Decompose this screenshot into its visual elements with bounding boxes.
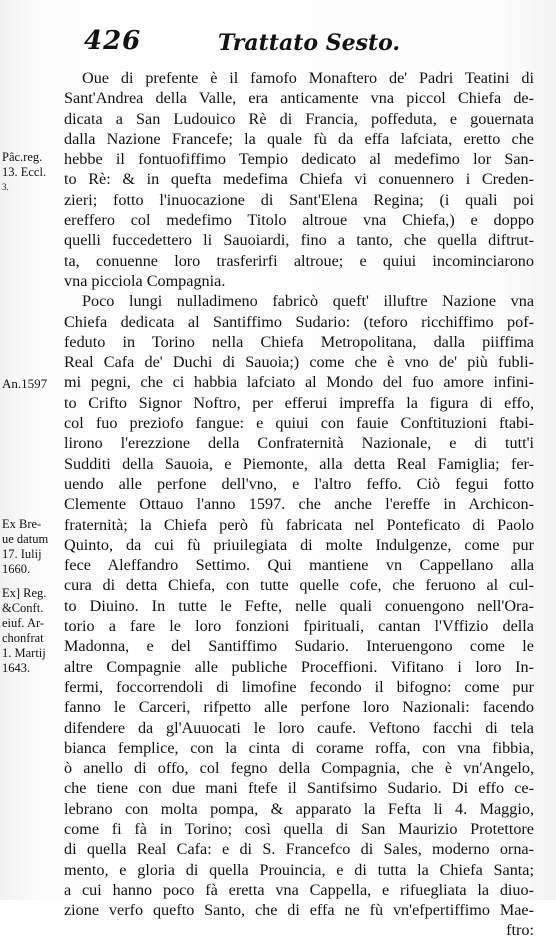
text-line: cura di detta Chiefa, con tutte quelle cofe, che feruono al cul- — [64, 576, 534, 595]
text-line: fermi, foccorrendoli di limofine fecondo il bifogno: come pur — [64, 677, 534, 696]
margin-note-line: ue datum — [2, 532, 49, 546]
margin-note-line: Ex Bre- — [2, 517, 42, 531]
text-line: mento, e gloria di quella Prouincia, e di tutta la Chiefa Santa; — [64, 860, 534, 879]
text-line: to Diuino. In tutte le Fefte, nelle quali conuengono nell'Ora- — [64, 596, 534, 615]
text-line: Madonna, e del Santiffimo Sudario. Interuengono come le — [64, 637, 534, 656]
text-line: ta, conuenne loro trasferirfi altroue; e quiui incominciarono — [64, 251, 534, 270]
text-line: Quinto, da cui fù priuilegiata di molte Indulgenze, come pur — [64, 535, 534, 554]
text-line: col fuo preziofo fangue: e quiui con fauie Conftituzioni ftabi- — [64, 414, 534, 433]
text-line: mi pegni, che ci habbia lafciato al Mondo del fuo amore infini- — [64, 373, 534, 392]
text-line: feduto in Torino nella Chiefa Metropolitana, dalla piiffima — [64, 332, 534, 351]
margin-note — [2, 376, 64, 391]
text-line: bianca femplice, con la cinta di corame roffa, con vna fibbia, — [64, 738, 534, 757]
margin-note — [2, 150, 64, 195]
margin-note — [2, 517, 64, 577]
text-line: zieri; fotto l'inuocazione di Sant'Elena Regina; (i quali poi — [64, 190, 534, 209]
text-line: hebbe il fontuofiffimo Tempio dedicato al medefimo lor San- — [64, 150, 534, 169]
margin-note-line: 17. Iulij — [2, 547, 42, 561]
text-line: Sant'Andrea della Valle, era anticamente vna piccol Chiefa de- — [64, 89, 534, 108]
text-line: Real Cafa de' Duchi di Sauoia;) come che è vno de' più fubli- — [64, 353, 534, 372]
text-line: che tiene con due mani ftefe il Santifsimo Sudario. Di effo ce- — [64, 779, 534, 798]
running-title: Trattato Sesto. — [218, 30, 401, 56]
text-line: dalla Nazione Francefe; la quale fù da effa lafciata, eretto che — [64, 129, 534, 148]
text-line: dicata a San Ludouico Rè di Francia, poffeduta, e gouernata — [64, 109, 534, 128]
text-line: fanno le Carceri, rifpetto alle perfone loro Nazionali: facendo — [64, 698, 534, 717]
text-line: to Rè: & in quefta medefima Chiefa vi conuennero i Creden- — [64, 170, 534, 189]
margin-note-line: eiuf. Ar- — [2, 616, 45, 630]
margin-notes — [0, 0, 62, 900]
text-line: quelli fuccedettero li Sauoiardi, fino a tanto, che quella diftrut- — [64, 231, 534, 250]
margin-note-line: Pâc.reg. — [2, 150, 43, 164]
text-line: ereffero col medefimo Titolo altroue vna Chiefa,) e doppo — [64, 211, 534, 230]
text-line: Chiefa dedicata al Santiffimo Sudario: (teforo ricchiffimo pof- — [64, 312, 534, 331]
text-line: vna picciola Compagnia. — [64, 271, 226, 290]
text-line: torio a fare le loro fonzioni fpirituali, cantan l'Vffizio della — [64, 617, 534, 636]
text-line: fece Aleffandro Settimo. Qui mantiene vn Cappellano alla — [64, 556, 534, 575]
margin-note-line: 1643. — [2, 661, 31, 675]
text-line: Clemente Ottauo l'anno 1597. che anche l'ereffe in Archicon- — [64, 495, 534, 514]
page-header — [0, 26, 556, 66]
margin-note-line: 1. Martij — [2, 646, 46, 660]
text-line: a cui hanno poco fà eretta vna Cappella, e rifuegliata la diuo- — [64, 880, 534, 899]
text-line: fraternità; la Chiefa però fù fabricata nel Ponteficato di Paolo — [64, 515, 534, 534]
text-line: uendo alle perfone dell'vno, e l'altro feffo. Ciò fegui fotto — [64, 474, 534, 493]
margin-note-line: &Conft. — [2, 601, 44, 615]
text-line: di quella Real Cafa: e di S. Francefco di Sales, moderno orna- — [64, 840, 534, 859]
text-line: ftro: — [506, 921, 534, 940]
text-line: to Crifto Signor Noftro, per efferui impreffa la figura di effo, — [64, 393, 534, 412]
page-number: 426 — [84, 26, 142, 56]
margin-note-line: An.1597 — [2, 376, 48, 391]
text-line: Poco lungi nulladimeno fabricò queft' illuftre Nazione vna — [82, 292, 534, 311]
text-line: difendere da gl'Auuocati le loro caufe. Veftono facchi di tela — [64, 718, 534, 737]
text-line: altre Compagnie alle publiche Proceffioni. Vifitano i loro In- — [64, 657, 534, 676]
margin-note-line: 3. — [2, 182, 9, 192]
text-line: come fi fà in Torino; così quella di San Maurizio Protettore — [64, 819, 534, 838]
margin-note-line: chonfrat — [2, 631, 44, 645]
text-line: zione verfo quefto Santo, che di effa ne fù vn'efpertiffimo Mae- — [64, 901, 534, 920]
body-text — [64, 68, 534, 941]
text-line: ò anello di offo, col fegno della Compagnia, che è vn'Angelo, — [64, 759, 534, 778]
margin-note — [2, 586, 64, 676]
text-line: Oue di prefente è il famofo Monaftero de' Padri Teatini di — [82, 69, 534, 87]
margin-note-line: Ex] Reg. — [2, 586, 47, 600]
text-line: lirono l'erezzione della Confraternità Nazionale, e di tutt'i — [64, 434, 534, 453]
text-line: lebrano con molta pompa, & apparato la Fefta li 4. Maggio, — [64, 799, 534, 818]
text-line: Sudditi della Sauoia, e Piemonte, alla detta Real Famiglia; fer- — [64, 454, 534, 473]
margin-note-line: 13. Eccl. — [2, 165, 47, 179]
margin-note-line: 1660. — [2, 562, 31, 576]
